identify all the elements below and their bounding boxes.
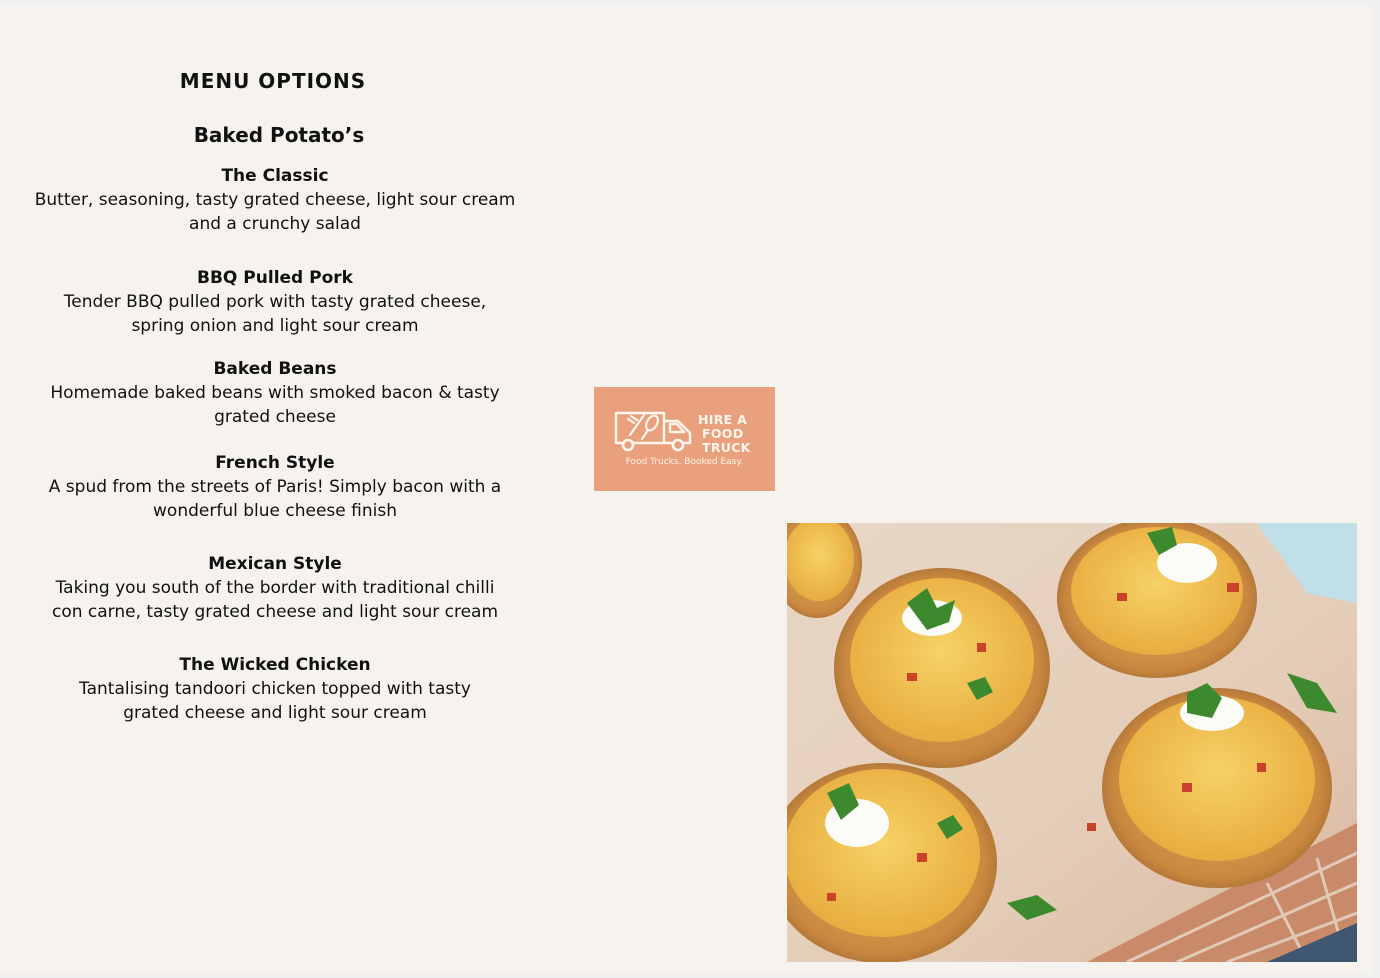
hire-a-food-truck-logo <box>594 387 775 491</box>
logo-line: HIRE A <box>698 412 748 427</box>
menu-item-wicked-chicken <box>20 653 530 725</box>
menu-item-desc-line: and a crunchy salad <box>189 214 361 234</box>
menu-item-desc-line: grated cheese <box>214 407 336 427</box>
potato-photo-illustration <box>787 523 1357 962</box>
logo-wordmark <box>698 413 751 455</box>
menu-item-name: Baked Beans <box>213 359 337 379</box>
menu-item-french-style <box>20 451 530 523</box>
menu-item-name: Mexican Style <box>208 554 342 574</box>
loaded-baked-potatoes-image <box>787 523 1357 962</box>
menu-item-classic <box>20 164 530 236</box>
menu-item-desc-line: Tender BBQ pulled pork with tasty grated cheese, <box>63 292 487 312</box>
menu-item-desc-line: Butter, seasoning, tasty grated cheese, light sour cream <box>34 190 516 210</box>
menu-item-desc-line: wonderful blue cheese finish <box>153 501 397 521</box>
logo-line: TRUCK <box>702 440 751 455</box>
menu-item-baked-beans <box>20 357 530 429</box>
menu-page <box>0 6 1371 974</box>
menu-item-desc-line: con carne, tasty grated cheese and light sour cream <box>51 602 499 622</box>
menu-item-name: French Style <box>215 453 335 473</box>
menu-item-desc-line: Taking you south of the border with traditional chilli <box>55 578 495 598</box>
menu-item-name: The Wicked Chicken <box>179 655 371 675</box>
menu-item-mexican-style <box>20 552 530 624</box>
menu-heading: MENU OPTIONS <box>179 69 367 93</box>
menu-item-desc-line: Homemade baked beans with smoked bacon & tasty <box>50 383 500 403</box>
logo-tagline: Food Trucks. Booked Easy. <box>625 457 744 467</box>
section-title: Baked Potato’s <box>193 123 365 147</box>
food-truck-icon <box>612 405 696 453</box>
menu-item-bbq-pulled-pork <box>20 266 530 338</box>
menu-item-name: BBQ Pulled Pork <box>197 268 353 288</box>
menu-item-desc-line: Tantalising tandoori chicken topped with tasty <box>79 679 471 699</box>
logo-line: FOOD <box>702 426 744 441</box>
menu-item-name: The Classic <box>221 166 329 186</box>
menu-item-desc-line: A spud from the streets of Paris! Simply bacon with a <box>48 477 502 497</box>
menu-item-desc-line: spring onion and light sour cream <box>131 316 419 336</box>
menu-item-desc-line: grated cheese and light sour cream <box>123 703 427 723</box>
